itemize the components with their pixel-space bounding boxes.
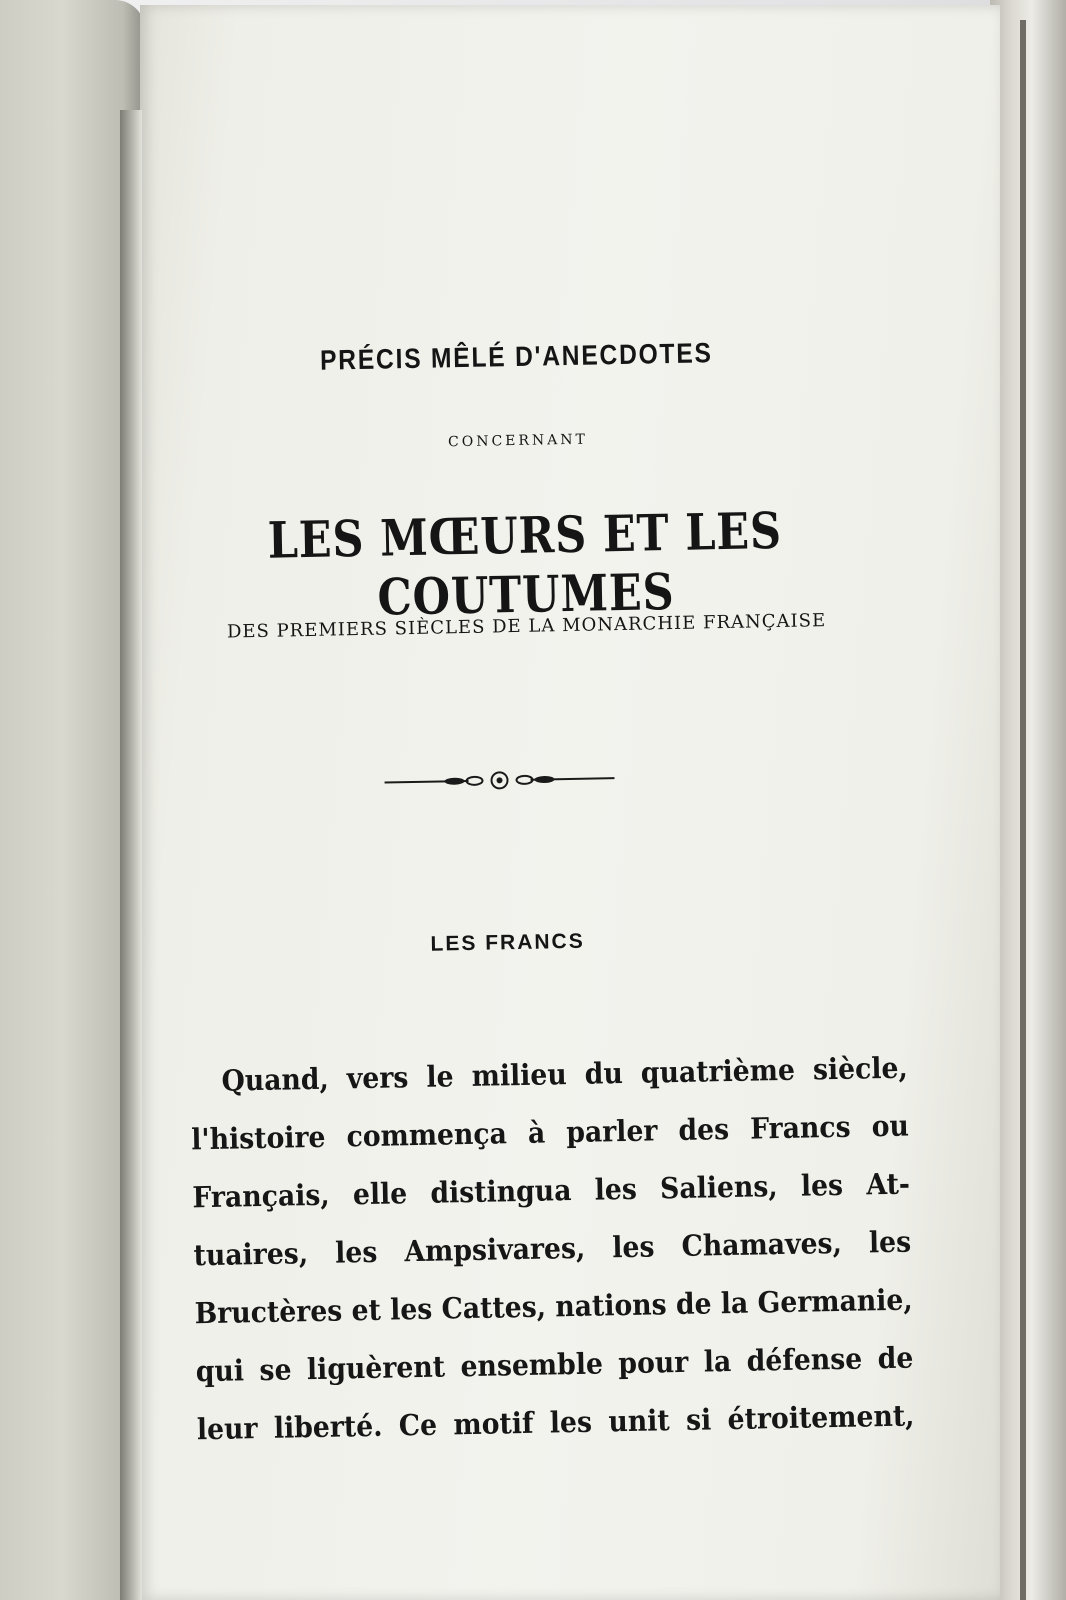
cover-edge-line	[1020, 20, 1026, 1600]
subtitle: DES PREMIERS SIÈCLES DE LA MONARCHIE FRANÇAISE	[226, 610, 827, 643]
book-gutter	[120, 110, 142, 1600]
title-line-1: PRÉCIS MÊLÉ D'ANECDOTES	[319, 337, 713, 376]
book-page	[140, 5, 1000, 1600]
body-line: l'histoire commença à parler des Francs ou	[191, 1108, 910, 1157]
body-line: leur liberté. Ce motif les unit si étroitement,	[196, 1398, 915, 1447]
body-line: Bructères et les Cattes, nations de la Germanie,	[194, 1282, 913, 1331]
body-line: tuaires, les Ampsivares, les Chamaves, les	[193, 1224, 912, 1273]
main-title: LES MŒURS ET LES COUTUMES	[267, 500, 783, 627]
body-line: qui se liguèrent ensemble pour la défense de	[195, 1340, 914, 1389]
section-heading: LES FRANCS	[430, 929, 585, 956]
title-line-2: CONCERNANT	[447, 431, 589, 451]
body-line: Français, elle distingua les Saliens, les At-	[192, 1166, 911, 1215]
body-paragraph	[190, 1039, 918, 1459]
body-line: Quand, vers le milieu du quatrième siècle,	[221, 1050, 909, 1098]
page-content	[125, 0, 1015, 1600]
fleuron-ornament-icon	[384, 766, 614, 794]
